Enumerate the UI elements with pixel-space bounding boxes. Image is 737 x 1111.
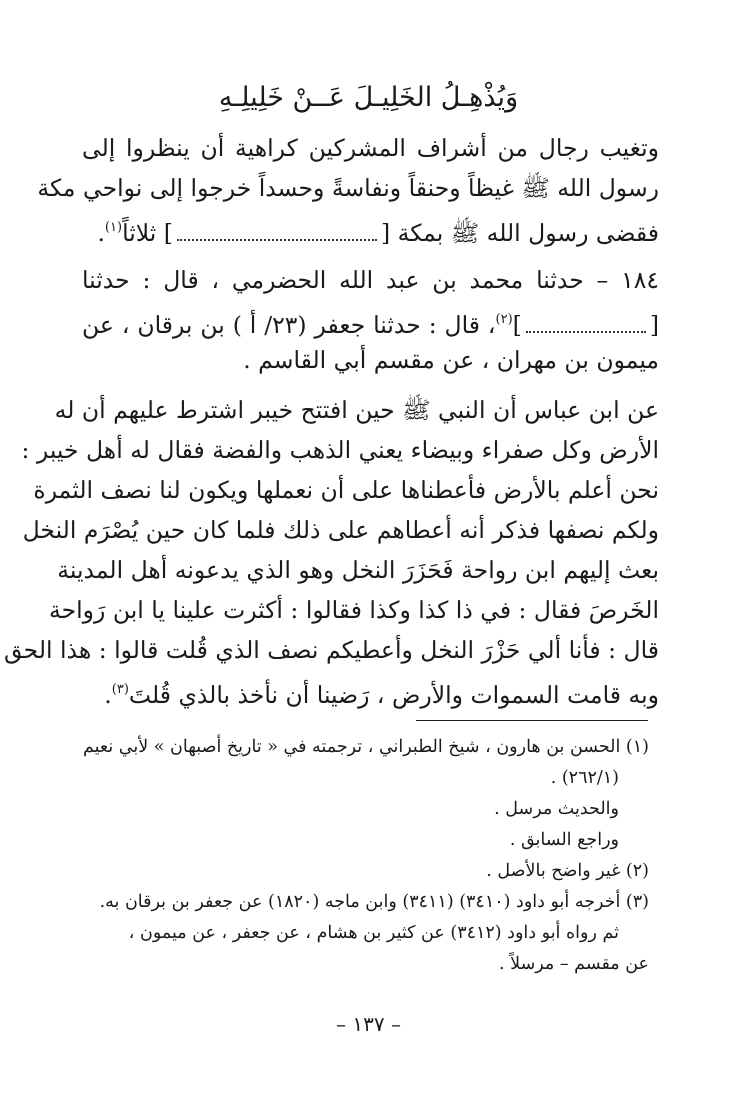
text-segment: ] ثلاثاً [122, 219, 173, 247]
text-segment: [ [649, 311, 659, 339]
text-line [82, 300, 659, 340]
footnote-line: (١) الحسن بن هارون ، شيخ الطبراني ، ترجمته في « تاريخ أصبهان » لأبي نعيم [82, 737, 649, 757]
main-text [4, 128, 659, 710]
text-line: رسول الله ﷺ غيظاً وحنقاً ونفاسةً وحسداً خرجوا إلى نواحي مكة [37, 174, 659, 202]
text-segment: . [97, 219, 105, 247]
running-head: وَيُذْهِـلُ الخَلِيـلَ عَــنْ خَلِيلِـهِ [218, 82, 519, 113]
text-line: الأرض وكل صفراء وبيضاء يعني الذهب والفضة فقال له أهل خيبر : [21, 436, 659, 464]
footnote-marker: (٣) [111, 682, 129, 697]
footnote-line: عن مقسم – مرسلاً . [499, 954, 649, 974]
text-line: ولكم نصفها فذكر أنه أعطاهم على ذلك فلما كان حين يُصْرَم النخل [22, 516, 659, 544]
text-line: نحن أعلم بالأرض فأعطناها على أن نعملها ويكون لنا نصف الثمرة [33, 476, 659, 504]
text-line: بعث إليهم ابن رواحة فَحَزَرَ النخل وهو الذي يدعونه أهل المدينة [57, 556, 659, 584]
text-segment: فقضى رسول الله ﷺ بمكة [ [380, 219, 659, 247]
text-line: ميمون بن مهران ، عن مقسم أبي القاسم . [243, 346, 659, 374]
footnote-line: ثم رواه أبو داود (٣٤١٢) عن كثير بن هشام ، عن جعفر ، عن ميمون ، [128, 923, 619, 943]
illegible-gap [526, 317, 646, 333]
footnotes [82, 732, 649, 980]
text-segment: . [104, 681, 112, 709]
footnote-line: (٣) أخرجه أبو داود (٣٤١٠) (٣٤١١) وابن ماجه (١٨٢٠) عن جعفر بن برقان به. [99, 892, 649, 912]
text-line: عن ابن عباس أن النبي ﷺ حين افتتح خيبر اشترط عليهم أن له [54, 396, 659, 424]
text-line [82, 208, 659, 248]
text-segment: ، قال : حدثنا جعفر (٢٣/ أ ) بن برقان ، عن [82, 311, 496, 339]
text-line: الخَرصَ فقال : في ذا كذا وكذا فقالوا : أكثرت علينا يا ابن رَواحة [49, 596, 659, 624]
text-line: وتغيب رجال من أشراف المشركين كراهية أن ينظروا إلى [82, 134, 659, 162]
footnote-line: (٢) غير واضح بالأصل . [486, 861, 649, 881]
text-segment: وبه قامت السموات والأرض ، رَضينا أن نأخذ بالذي قُلتَ [128, 681, 659, 709]
footnote-separator [416, 720, 648, 721]
page-number: – ١٣٧ – [336, 1012, 401, 1036]
text-line: ١٨٤ – حدثنا محمد بن عبد الله الحضرمي ، قال : حدثنا [82, 266, 659, 294]
illegible-gap [177, 225, 377, 241]
footnote-marker: (١) [104, 220, 123, 235]
text-line: قال : فأنا ألي حَزْرَ النخل وأعطيكم نصف الذي قُلت قالوا : هذا الحق [4, 636, 659, 664]
text-segment: ] [512, 311, 522, 339]
footnote-line: والحديث مرسل . [494, 799, 619, 819]
footnote-line: وراجع السابق . [509, 830, 619, 850]
footnote-marker: (٢) [495, 312, 513, 327]
text-line [82, 670, 659, 710]
footnote-line: (٢٦٢/١) . [550, 768, 619, 788]
